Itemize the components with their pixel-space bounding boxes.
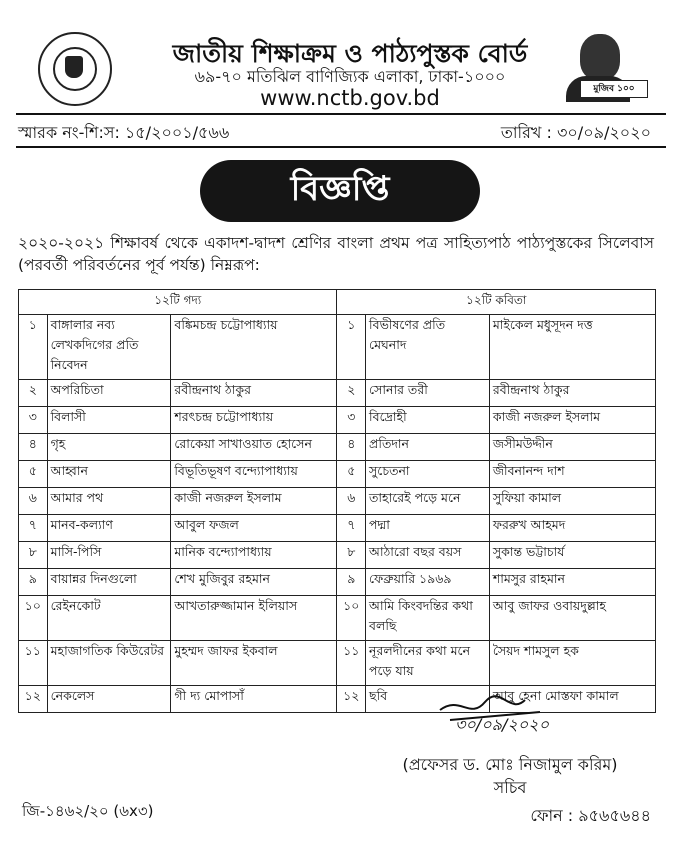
prose-author: রবীন্দ্রনাথ ঠাকুর (171, 380, 337, 407)
prose-title: রেইনকোট (47, 596, 171, 641)
row-number: ১২ (337, 686, 366, 713)
mujib-100-logo (560, 32, 652, 102)
prose-title: বায়ান্নর দিনগুলো (47, 569, 171, 596)
prose-title: অপরিচিতা (47, 380, 171, 407)
table-row (19, 569, 656, 596)
table-row (19, 542, 656, 569)
poet-name: মাইকেল মধুসূদন দত্ত (489, 315, 655, 380)
table-row (19, 515, 656, 542)
poet-name: সৈয়দ শামসুল হক (489, 641, 655, 686)
signature-date: ৩০/০৯/২০২০ (455, 715, 549, 734)
poem-header: ১২টি কবিতা (337, 290, 656, 315)
table-row (19, 596, 656, 641)
phone-number: ফোন : ৯৫৬৫৬৪৪ (530, 806, 651, 825)
nctb-logo (38, 32, 112, 106)
prose-author: শরৎচন্দ্র চট্টোপাধ্যায় (171, 407, 337, 434)
poet-name: আবু জাফর ওবায়দুল্লাহ (489, 596, 655, 641)
table-row (19, 380, 656, 407)
header-divider (16, 113, 666, 115)
row-number: ৭ (337, 515, 366, 542)
table-row (19, 641, 656, 686)
prose-author: বিভূতিভূষণ বন্দ্যোপাধ্যায় (171, 461, 337, 488)
poem-title: আমি কিংবদন্তির কথা বলছি (366, 596, 490, 641)
table-row (19, 434, 656, 461)
table-row (19, 315, 656, 380)
row-number: ৩ (19, 407, 48, 434)
table-row (19, 488, 656, 515)
prose-author: মানিক বন্দ্যোপাধ্যায় (171, 542, 337, 569)
row-number: ১০ (19, 596, 48, 641)
prose-header: ১২টি গদ্য (19, 290, 337, 315)
prose-author: গী দ্য মোপাসাঁ (171, 686, 337, 713)
row-number: ১১ (19, 641, 48, 686)
poet-name: ফররুখ আহমদ (489, 515, 655, 542)
poet-name: আবু হেনা মোস্তফা কামাল (489, 686, 655, 713)
prose-author: রোকেয়া সাখাওয়াত হোসেন (171, 434, 337, 461)
poem-title: তাহারেই পড়ে মনে (366, 488, 490, 515)
table-row (19, 461, 656, 488)
row-number: ৯ (337, 569, 366, 596)
notice-banner (200, 160, 480, 222)
signer-title: সচিব (493, 778, 527, 797)
prose-author: বঙ্কিমচন্দ্র চট্টোপাধ্যায় (171, 315, 337, 380)
row-number: ৪ (337, 434, 366, 461)
poet-name: শামসুর রাহমান (489, 569, 655, 596)
prose-title: বিলাসী (47, 407, 171, 434)
prose-author: মুহম্মদ জাফর ইকবাল (171, 641, 337, 686)
board-title: জাতীয় শিক্ষাক্রম ও পাঠ্যপুস্তক বোর্ড (172, 39, 528, 68)
poet-name: কাজী নজরুল ইসলাম (489, 407, 655, 434)
memo-divider (16, 146, 666, 148)
poet-name: রবীন্দ্রনাথ ঠাকুর (489, 380, 655, 407)
prose-title: আমার পথ (47, 488, 171, 515)
portrait-face (580, 34, 620, 80)
row-number: ২ (19, 380, 48, 407)
row-number: ৪ (19, 434, 48, 461)
signer-name: (প্রফেসর ড. মোঃ নিজামুল করিম) (402, 755, 618, 774)
row-number: ৯ (19, 569, 48, 596)
memo-number: স্মারক নং-শি:স: ১৫/২০০১/৫৬৬ (18, 123, 230, 142)
poem-title: সুচেতনা (366, 461, 490, 488)
poet-name: জীবনানন্দ দাশ (489, 461, 655, 488)
prose-title: মহাজাগতিক কিউরেটর (47, 641, 171, 686)
poem-title: বিদ্রোহী (366, 407, 490, 434)
prose-author: আবুল ফজল (171, 515, 337, 542)
row-number: ৭ (19, 515, 48, 542)
prose-author: শেখ মুজিবুর রহমান (171, 569, 337, 596)
row-number: ৬ (337, 488, 366, 515)
row-number: ৬ (19, 488, 48, 515)
banner-title: বিজ্ঞপ্তি (290, 168, 390, 209)
row-number: ২ (337, 380, 366, 407)
print-code: জি-১৪৬২/২০ (৬x৩) (22, 802, 154, 820)
prose-title: গৃহ (47, 434, 171, 461)
prose-author: আখতারুজ্জামান ইলিয়াস (171, 596, 337, 641)
prose-title: আহ্বান (47, 461, 171, 488)
row-number: ৮ (337, 542, 366, 569)
row-number: ১ (337, 315, 366, 380)
row-number: ১০ (337, 596, 366, 641)
syllabus-table (18, 289, 656, 713)
board-website: www.nctb.gov.bd (260, 86, 440, 110)
notice-date: তারিখ : ৩০/০৯/২০২০ (500, 123, 651, 142)
row-number: ১২ (19, 686, 48, 713)
poem-title: বিভীষণের প্রতি মেঘনাদ (366, 315, 490, 380)
poem-title: প্রতিদান (366, 434, 490, 461)
prose-title: বাঙ্গালার নব্য লেখকদিগের প্রতি নিবেদন (47, 315, 171, 380)
poem-title: নূরলদীনের কথা মনে পড়ে যায় (366, 641, 490, 686)
row-number: ৮ (19, 542, 48, 569)
poet-name: জসীমউদ্দীন (489, 434, 655, 461)
prose-title: মানব-কল্যাণ (47, 515, 171, 542)
row-number: ৫ (19, 461, 48, 488)
poem-title: ফেব্রুয়ারি ১৯৬৯ (366, 569, 490, 596)
row-number: ৫ (337, 461, 366, 488)
row-number: ৩ (337, 407, 366, 434)
mujib-100-badge: মুজিব ১০০ (580, 80, 648, 98)
poem-title: পদ্মা (366, 515, 490, 542)
poem-title: ছবি (366, 686, 490, 713)
prose-title: মাসি-পিসি (47, 542, 171, 569)
book-icon (65, 56, 83, 78)
row-number: ১১ (337, 641, 366, 686)
table-row (19, 407, 656, 434)
board-address: ৬৯-৭০ মতিঝিল বাণিজ্যিক এলাকা, ঢাকা-১০০০ (194, 67, 506, 86)
intro-text: ২০২০-২০২১ শিক্ষাবর্ষ থেকে একাদশ-দ্বাদশ শ্রেণির বাংলা প্রথম পত্র সাহিত্যপাঠ পাঠ্যপুস্তকের সিলেবাস (পরবর্তী পরিবর্তনের পূর্ব পর্যন্ত) নিম্নরূপ: (18, 234, 654, 274)
poem-title: আঠারো বছর বয়স (366, 542, 490, 569)
prose-title: নেকলেস (47, 686, 171, 713)
prose-author: কাজী নজরুল ইসলাম (171, 488, 337, 515)
poem-title: সোনার তরী (366, 380, 490, 407)
syllabus-rows (19, 315, 656, 713)
row-number: ১ (19, 315, 48, 380)
poet-name: সুকান্ত ভট্টাচার্য (489, 542, 655, 569)
poet-name: সুফিয়া কামাল (489, 488, 655, 515)
